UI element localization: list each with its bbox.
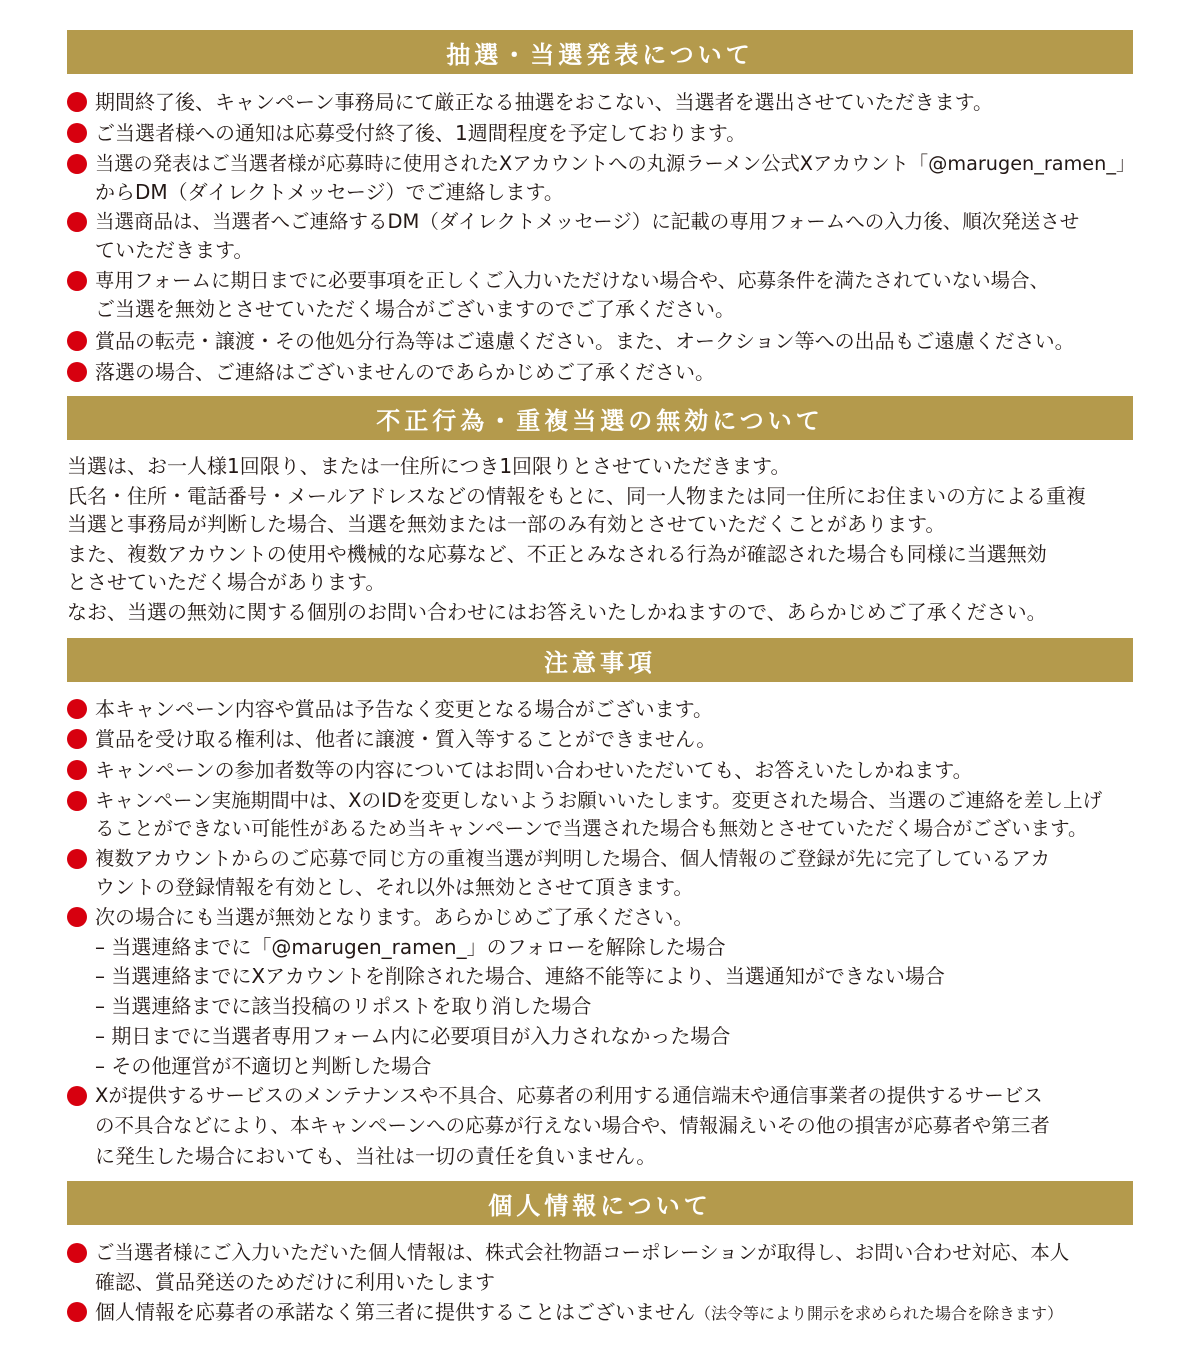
lottery-item-4-line-2: ていただきます。	[95, 238, 254, 262]
notes-sub-item-2: – 当選連絡までにXアカウントを削除された場合、連絡不能等により、当選通知ができない場合	[95, 964, 945, 988]
bullet-icon	[67, 791, 87, 811]
bullet-icon	[67, 729, 87, 749]
fraud-line-5: とさせていただく場合があります。	[67, 570, 386, 594]
lottery-item-7: 落選の場合、ご連絡はございませんのであらかじめご了承ください。	[95, 360, 715, 384]
bullet-icon	[67, 362, 87, 382]
bullet-icon	[67, 212, 87, 232]
privacy-item-2-text: 個人情報を応募者の承諾なく第三者に提供することはございません	[95, 1300, 695, 1324]
section-header-fraud: 不正行為・重複当選の無効について	[67, 396, 1133, 440]
section-header-notes: 注意事項	[67, 638, 1133, 682]
bullet-icon	[67, 1086, 87, 1106]
notes-item-7-line-2: の不具合などにより、本キャンペーンへの応募が行えない場合や、情報漏えいその他の損害が応募者や第三者	[95, 1114, 1050, 1137]
notes-item-2: 賞品を受け取る権利は、他者に譲渡・質入等することができません。	[95, 727, 717, 751]
lottery-item-5-line-2: ご当選を無効とさせていただく場合がございますのでご了承ください。	[95, 297, 735, 321]
bullet-icon	[67, 1243, 87, 1263]
notes-item-1: 本キャンペーン内容や賞品は予告なく変更となる場合がございます。	[95, 697, 713, 721]
notes-item-6: 次の場合にも当選が無効となります。あらかじめご了承ください。	[95, 905, 694, 929]
fraud-line-6: なお、当選の無効に関する個別のお問い合わせにはお答えいたしかねますので、あらかじめご了承ください。	[67, 600, 1047, 624]
bullet-icon	[67, 92, 87, 112]
notes-item-5-line-1: 複数アカウントからのご応募で同じ方の重複当選が判明した場合、個人情報のご登録が先に完了しているアカ	[95, 847, 1051, 870]
notes-sub-item-1: – 当選連絡までに「@marugen_ramen_」のフォローを解除した場合	[95, 935, 726, 959]
notes-item-7-line-1: Xが提供するサービスのメンテナンスや不具合、応募者の利用する通信端末や通信事業者の提供するサービス	[95, 1084, 1043, 1107]
notes-sub-item-5: – その他運営が不適切と判断した場合	[95, 1054, 432, 1078]
privacy-item-2	[95, 1297, 1063, 1327]
lottery-item-2: ご当選者様への通知は応募受付終了後、1週間程度を予定しております。	[95, 121, 747, 145]
bullet-icon	[67, 123, 87, 143]
fraud-line-1: 当選は、お一人様1回限り、または一住所につき1回限りとさせていただきます。	[67, 454, 791, 478]
privacy-item-1-line-2: 確認、賞品発送のためだけに利用いたします	[95, 1270, 495, 1294]
notes-sub-item-4: – 期日までに当選者専用フォーム内に必要項目が入力されなかった場合	[95, 1024, 731, 1048]
bullet-icon	[67, 331, 87, 351]
lottery-item-3-line-2: からDM（ダイレクトメッセージ）でご連絡します。	[95, 180, 564, 204]
notes-item-7-line-3: に発生した場合においても、当社は一切の責任を負いません。	[95, 1144, 657, 1168]
notes-sub-item-3: – 当選連絡までに該当投稿のリポストを取り消した場合	[95, 994, 592, 1018]
bullet-icon	[67, 907, 87, 927]
lottery-item-5-line-1: 専用フォームに期日までに必要事項を正しくご入力いただけない場合や、応募条件を満たされていない場合、	[95, 269, 1050, 292]
fraud-line-2: 氏名・住所・電話番号・メールアドレスなどの情報をもとに、同一人物または同一住所にお住まいの方による重複	[67, 484, 1086, 508]
bullet-icon	[67, 271, 87, 291]
privacy-item-1-line-1: ご当選者様にご入力いただいた個人情報は、株式会社物語コーポレーションが取得し、お問い合わせ対応、本人	[95, 1241, 1070, 1264]
lottery-item-1: 期間終了後、キャンペーン事務局にて厳正なる抽選をおこない、当選者を選出させていただきます。	[95, 90, 993, 114]
section-header-privacy: 個人情報について	[67, 1181, 1133, 1225]
notes-item-4-line-2: ることができない可能性があるため当キャンペーンで当選された場合も無効とさせていただく場合がございます。	[95, 817, 1088, 840]
bullet-icon	[67, 1302, 87, 1322]
section-header-lottery: 抽選・当選発表について	[67, 30, 1133, 74]
fraud-line-4: また、複数アカウントの使用や機械的な応募など、不正とみなされる行為が確認された場合も同様に当選無効	[67, 542, 1047, 566]
notes-item-5-line-2: ウントの登録情報を有効とし、それ以外は無効とさせて頂きます。	[95, 875, 694, 899]
bullet-icon	[67, 154, 87, 174]
lottery-item-4-line-1: 当選商品は、当選者へご連絡するDM（ダイレクトメッセージ）に記載の専用フォームへの入力後、順次発送させ	[95, 210, 1080, 233]
fraud-line-3: 当選と事務局が判断した場合、当選を無効または一部のみ有効とさせていただくことがあります。	[67, 512, 946, 536]
bullet-icon	[67, 849, 87, 869]
bullet-icon	[67, 760, 87, 780]
privacy-item-2-note: （法令等により開示を求められた場合を除きます）	[695, 1304, 1064, 1323]
notes-item-3: キャンペーンの参加者数等の内容についてはお問い合わせいただいても、お答えいたしかねます。	[95, 758, 973, 782]
notes-item-4-line-1: キャンペーン実施期間中は、XのIDを変更しないようお願いいたします。変更された場合、当選のご連絡を差し上げ	[95, 789, 1103, 812]
lottery-item-6: 賞品の転売・譲渡・その他処分行為等はご遠慮ください。また、オークション等への出品もご遠慮ください。	[95, 329, 1075, 353]
bullet-icon	[67, 699, 87, 719]
lottery-item-3-line-1: 当選の発表はご当選者様が応募時に使用されたXアカウントへの丸源ラーメン公式Xアカウント「@marugen_ramen_」	[95, 152, 1136, 175]
